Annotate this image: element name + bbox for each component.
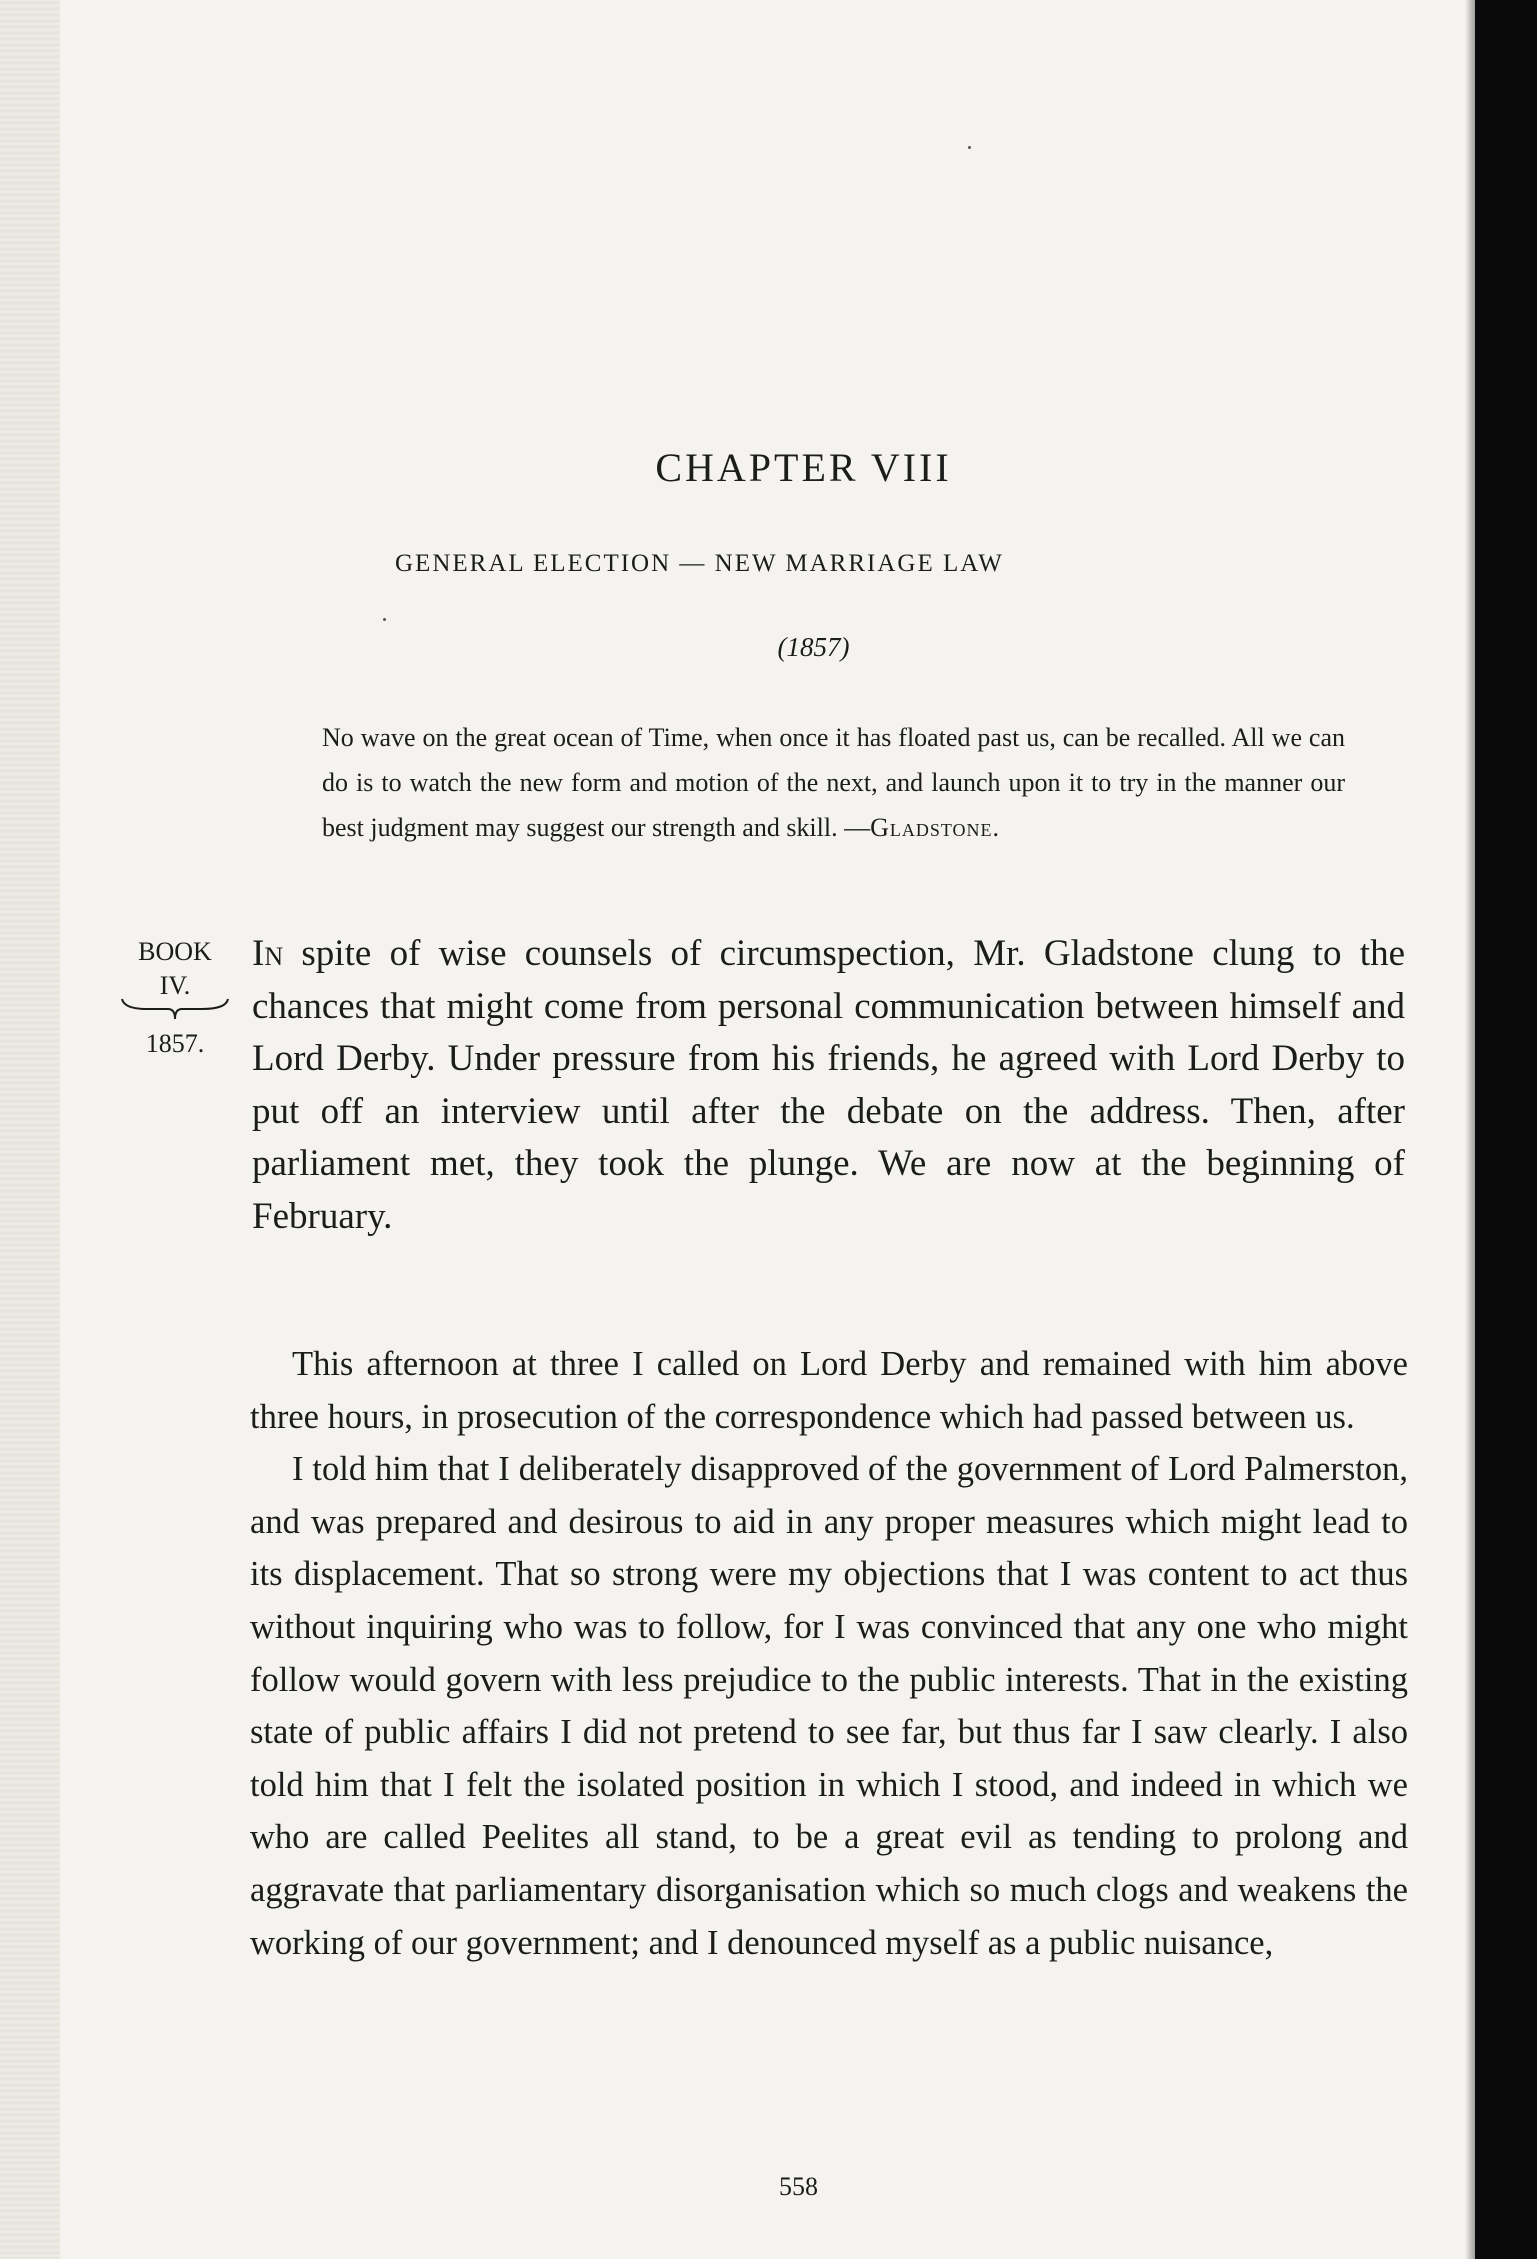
- scan-shadow: [1465, 0, 1475, 2259]
- chapter-year: [0, 632, 1537, 663]
- ink-speck: [968, 146, 971, 149]
- sidenote-year: 1857.: [145, 1029, 205, 1058]
- body-paragraph-text: spite of wise counsels of circumspection, Mr. Gladstone clung to the chances that might come from personal communication between himself and Lord Derby. Under pressure from his friends, he agreed with Lord Derby to put off an interview until after the debate on the address. Then, after parliament met, they took the plunge. We are now at the beginning of February.: [252, 933, 1405, 1237]
- sidenote-book: BOOK: [138, 937, 212, 966]
- margin-sidenote: [100, 935, 250, 1061]
- page-number: [0, 2172, 1537, 2202]
- page-left-edge: [0, 0, 60, 2259]
- chapter-title-text: CHAPTER VIII: [655, 445, 952, 490]
- body-paragraph: [252, 928, 1405, 1243]
- scan-border: [1475, 0, 1537, 2259]
- diary-quote: [250, 1338, 1408, 1969]
- chapter-year-text: (1857): [777, 632, 850, 662]
- sidenote-volume: IV.: [159, 971, 191, 1000]
- epigraph-text: No wave on the great ocean of Time, when once it has floated past us, can be recalled. All we can do is to watch the new form and motion of the next, and launch upon it to try in the manner our best judgment may suggest our strength and skill. —: [322, 723, 1345, 842]
- page-number-text: 558: [779, 2172, 818, 2201]
- chapter-title: [0, 444, 1537, 491]
- epigraph: [322, 715, 1345, 850]
- body-dropcap: In: [252, 933, 284, 974]
- chapter-subtitle: GENERAL ELECTION — NEW MARRIAGE LAW: [395, 550, 1004, 577]
- epigraph-attribution: Gladstone.: [870, 813, 1001, 842]
- quote-paragraph: I told him that I deliberately disapproved of the government of Lord Palmerston, and was prepared and desirous to aid in any proper measures which might lead to its displacement. That so strong were my objections that I was content to act thus without inquiring who was to follow, for I was convinced that any one who might follow would govern with less prejudice to the public interests. That in the existing state of public affairs I did not pretend to see far, but thus far I saw clearly. I also told him that I felt the isolated position in which I stood, and indeed in which we who are called Peelites all stand, to be a great evil as tending to prolong and aggravate that parliamentary disorganisation which so much clogs and weakens the working of our government; and I denounced myself as a public nuisance,: [250, 1450, 1408, 1962]
- ink-speck: [383, 618, 386, 621]
- quote-paragraph: This afternoon at three I called on Lord Derby and remained with him above three hours, in prosecution of the correspondence which had passed between us.: [250, 1345, 1408, 1436]
